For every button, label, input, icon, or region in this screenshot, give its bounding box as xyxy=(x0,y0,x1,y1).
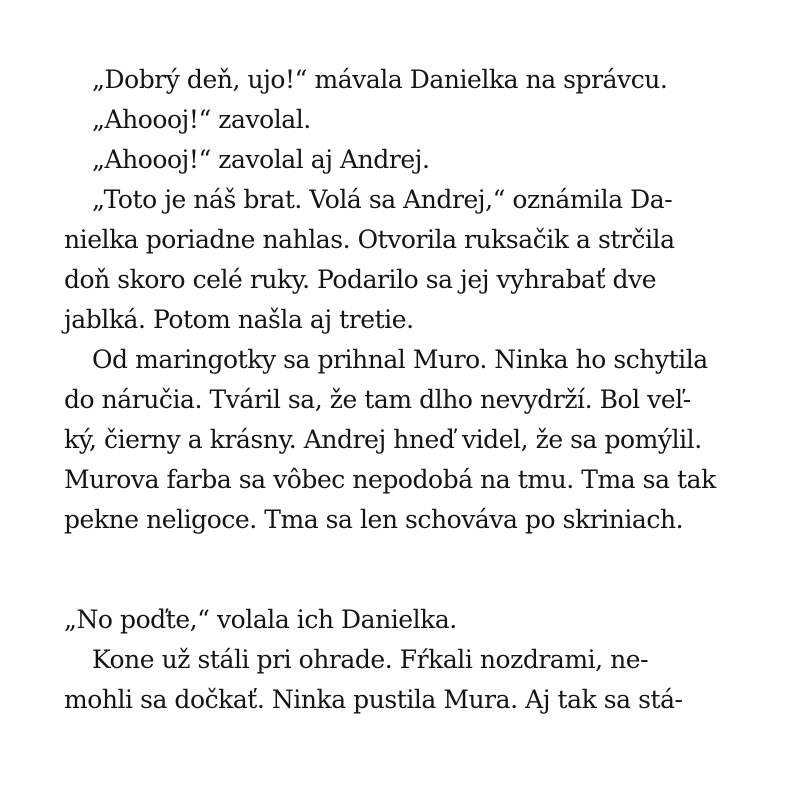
text-line: pekne neligoce. Tma sa len schováva po skriniach. xyxy=(64,505,684,534)
text-line: ký, čierny a krásny. Andrej hneď videl, že sa pomýlil. xyxy=(64,425,702,454)
text-line: doň skoro celé ruky. Podarilo sa jej vyhrabať dve xyxy=(64,265,657,294)
text-line: nielka poriadne nahlas. Otvorila ruksačik a strčila xyxy=(64,225,675,254)
text-line: „Dobrý deň, ujo!“ mávala Danielka na správcu. xyxy=(92,65,668,94)
text-line: Kone už stáli pri ohrade. Fŕkali nozdrami, ne- xyxy=(92,645,649,674)
text-line: „Ahoooj!“ zavolal aj Andrej. xyxy=(92,145,430,174)
text-line: jablká. Potom našla aj tretie. xyxy=(64,305,414,334)
text-line: mohli sa dočkať. Ninka pustila Mura. Aj tak sa stá- xyxy=(64,685,683,714)
text-line: Od maringotky sa prihnal Muro. Ninka ho schytila xyxy=(92,345,708,374)
text-line: „Ahoooj!“ zavolal. xyxy=(92,105,311,134)
text-line: „No poďte,“ volala ich Danielka. xyxy=(64,605,457,634)
text-line: „Toto je náš brat. Volá sa Andrej,“ oznámila Da- xyxy=(92,185,673,214)
text-line: Murova farba sa vôbec nepodobá na tmu. Tma sa tak xyxy=(64,465,716,494)
text-line: do náručia. Tváril sa, že tam dlho nevydrží. Bol veľ- xyxy=(64,385,691,414)
